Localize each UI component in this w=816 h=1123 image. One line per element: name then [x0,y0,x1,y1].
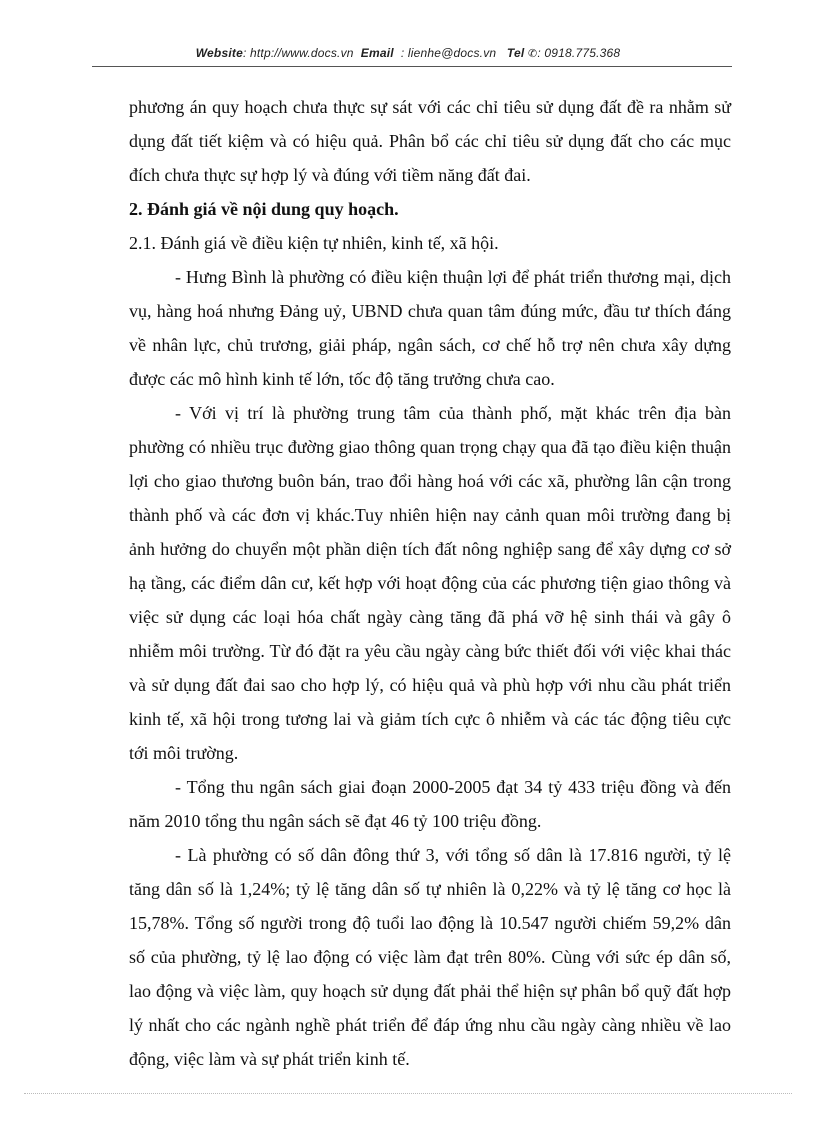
document-body [129,90,731,1076]
paragraph-location: - Với vị trí là phường trung tâm của thành phố, mặt khác trên địa bàn phường có nhiều trục đường giao thông quan trọng chạy qua đã tạo điều kiện thuận lợi cho giao thương buôn bán, trao đổi hàng hoá với các xã, phường lân cận trong thành phố và các đơn vị khác.Tuy nhiên hiện nay cảnh quan môi trường đang bị ảnh hưởng do chuyển một phần diện tích đất nông nghiệp sang để xây dựng cơ sở hạ tầng, các điểm dân cư, kết hợp với hoạt động của các phương tiện giao thông và việc sử dụng các loại hóa chất ngày càng tăng đã phá vỡ hệ sinh thái và gây ô nhiễm môi trường. Từ đó đặt ra yêu cầu ngày càng bức thiết đối với việc khai thác và sử dụng đất đai sao cho hợp lý, có hiệu quả và phù hợp với nhu cầu phát triển kinh tế, xã hội trong tương lai và giảm tích cực ô nhiễm và các tác động tiêu cực tới môi trường. [129,403,731,763]
website-label: Website [195,46,243,60]
paragraph-hung-binh: - Hưng Bình là phường có điều kiện thuận lợi để phát triển thương mại, dịch vụ, hàng hoá nhưng Đảng uỷ, UBND chưa quan tâm đúng mức, đầu tư thích đáng về nhân lực, chủ trương, giải pháp, ngân sách, cơ chế hỗ trợ nên chưa xây dựng được các mô hình kinh tế lớn, tốc độ tăng trưởng chưa cao. [129,267,731,389]
paragraph-continuation: phương án quy hoạch chưa thực sự sát với các chỉ tiêu sử dụng đất đề ra nhằm sử dụng đất tiết kiệm và có hiệu quả. Phân bổ các chỉ tiêu sử dụng đất cho các mục đích chưa thực sự hợp lý và đúng với tiềm năng đất đai. [129,97,731,185]
tel-value: : 0918.775.368 [537,46,621,60]
footer-divider [24,1093,792,1094]
paragraph-budget: - Tổng thu ngân sách giai đoạn 2000-2005 đạt 34 tỷ 433 triệu đồng và đến năm 2010 tổng thu ngân sách sẽ đạt 46 tỷ 100 triệu đồng. [129,777,731,831]
page-header [0,46,816,60]
email-value[interactable]: : lienhe@docs.vn [400,46,497,60]
subsection-heading-2-1: 2.1. Đánh giá về điều kiện tự nhiên, kinh tế, xã hội. [129,233,499,253]
paragraph-population: - Là phường có số dân đông thứ 3, với tổng số dân là 17.816 người, tỷ lệ tăng dân số là 1,24%; tỷ lệ tăng dân số tự nhiên là 0,22% và tỷ lệ tăng cơ học là 15,78%. Tổng số người trong độ tuổi lao động là 10.547 người chiếm 59,2% dân số của phường, tỷ lệ lao động có việc làm đạt trên 80%. Cùng với sức ép dân số, lao động và việc làm, quy hoạch sử dụng đất phải thể hiện sự phân bổ quỹ đất hợp lý nhất cho các ngành nghề phát triển để đáp ứng nhu cầu ngày càng nhiều về lao động, việc làm và sự phát triển kinh tế. [129,845,731,1069]
section-heading-2: 2. Đánh giá về nội dung quy hoạch. [129,199,399,219]
email-label: Email [360,46,394,60]
header-divider [92,66,732,67]
telephone-icon: ✆ [527,48,538,60]
website-value[interactable]: : http://www.docs.vn [242,46,354,60]
tel-label: Tel [506,46,525,60]
